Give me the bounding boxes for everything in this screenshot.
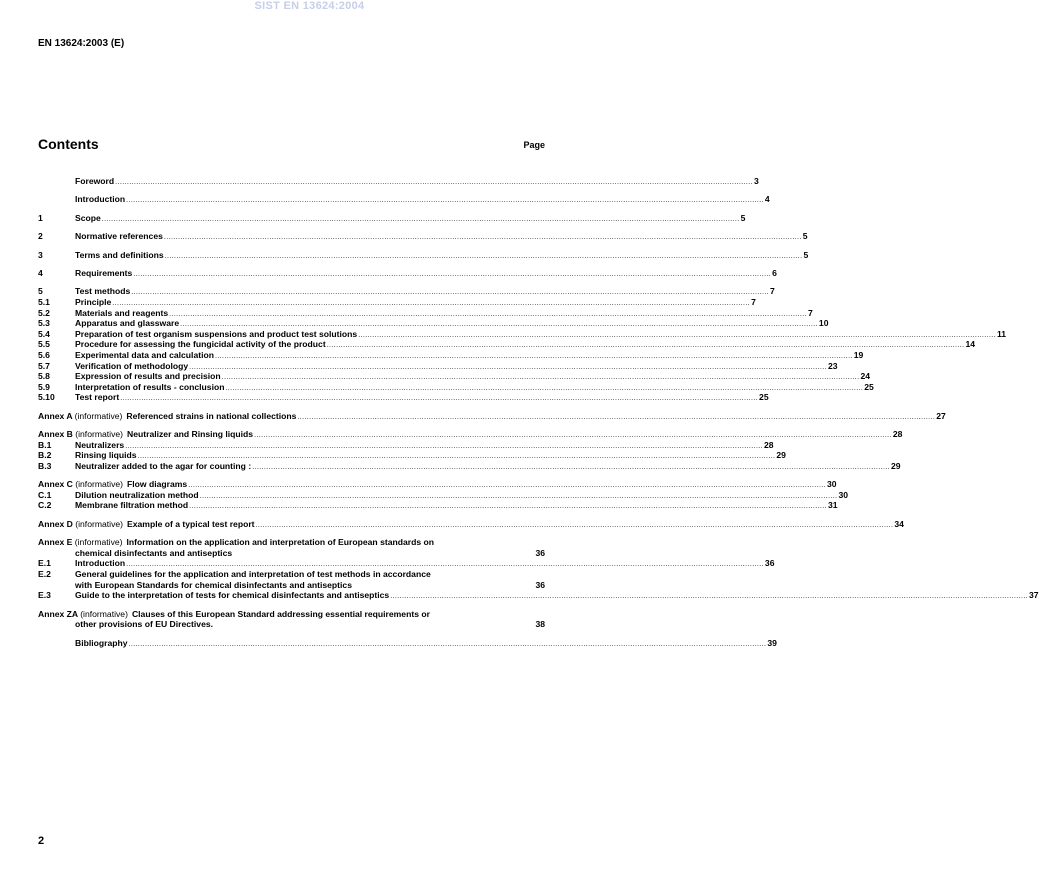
toc-dot-leader — [390, 592, 1028, 603]
toc-section-title: Introduction — [75, 558, 126, 569]
toc-page-number: 29 — [890, 460, 901, 471]
toc-section-title: Example of a typical test report — [127, 518, 255, 529]
toc-page-number: 19 — [853, 349, 864, 360]
toc-page-number: 36 — [535, 579, 545, 590]
toc-annex-id: Annex E — [38, 537, 73, 548]
toc-page-number: 14 — [965, 339, 976, 350]
toc-dot-leader — [169, 310, 807, 321]
toc-entry[interactable] — [38, 609, 545, 620]
toc-section-number: 5.3 — [38, 318, 50, 329]
toc-entry[interactable] — [38, 349, 864, 361]
toc-dot-leader — [133, 270, 771, 281]
toc-entry[interactable] — [38, 460, 901, 472]
toc-section-number: E.2 — [38, 568, 51, 579]
page-number: 2 — [38, 835, 45, 847]
toc-annex-id: Annex A — [38, 410, 73, 421]
toc-entry[interactable] — [38, 537, 545, 548]
toc-section-title: Flow diagrams — [127, 479, 188, 490]
toc-section-number: 5.4 — [38, 328, 50, 339]
toc-page-number: 30 — [838, 489, 849, 500]
toc-entry[interactable] — [38, 318, 829, 329]
toc-page-number: 31 — [827, 500, 838, 511]
toc-section-title: Neutralizers — [75, 439, 125, 450]
toc-dot-leader — [215, 352, 853, 363]
toc-annex-label — [38, 519, 123, 530]
watermark: SIST EN 13624:2004 — [254, 0, 365, 12]
toc-section-title: other provisions of EU Directives. — [75, 619, 214, 630]
toc-dot-leader — [126, 196, 764, 207]
toc-section-number: 5.9 — [38, 381, 50, 392]
toc-page-number: 5 — [803, 249, 809, 260]
toc-section-number: 5 — [38, 286, 43, 297]
toc-page-number: 6 — [772, 267, 777, 278]
toc-annex-id: Annex B — [38, 429, 73, 440]
document-id: EN 13624:2003 (E) — [38, 38, 125, 49]
toc-page-number: 28 — [764, 439, 774, 450]
toc-dot-leader — [165, 252, 803, 263]
toc-entry[interactable] — [38, 296, 756, 308]
toc-section-number: 5.2 — [38, 307, 50, 318]
toc-annex-label — [38, 429, 123, 440]
toc-section-number: 5.10 — [38, 392, 55, 403]
toc-annex-id: Annex D — [38, 518, 73, 529]
toc-entry[interactable] — [38, 439, 774, 451]
toc-section-number: E.1 — [38, 558, 51, 569]
toc-dot-leader — [297, 413, 935, 424]
toc-section-number: 3 — [38, 249, 43, 260]
toc-annex-type: (informative) — [80, 608, 128, 619]
toc-section-title: Foreword — [75, 176, 115, 186]
toc-section-number: 5.6 — [38, 349, 50, 360]
toc-annex-type: (informative) — [74, 410, 123, 421]
toc-section-title: Bibliography — [75, 637, 128, 648]
toc-section-title: Requirements — [75, 267, 133, 278]
toc-entry[interactable] — [38, 307, 813, 319]
toc-page-number: 4 — [764, 194, 770, 205]
toc-entry[interactable] — [38, 267, 777, 279]
toc-page-number: 3 — [753, 176, 759, 186]
toc-section-number: C.2 — [38, 500, 52, 511]
toc-section-title: Terms and definitions — [75, 249, 164, 260]
toc-annex-type: (informative) — [75, 518, 124, 529]
toc-entry[interactable] — [38, 231, 808, 242]
toc-annex-type: (informative) — [75, 429, 124, 440]
toc-entry[interactable] — [38, 286, 775, 297]
toc-page-number: 5 — [740, 212, 746, 223]
toc-page-number: 7 — [751, 296, 756, 307]
toc-dot-leader — [131, 288, 769, 299]
toc-entry[interactable] — [38, 371, 871, 382]
toc-dot-leader — [112, 299, 750, 310]
toc-dot-leader — [125, 442, 763, 453]
toc-dot-leader — [164, 233, 802, 244]
toc-annex-id: Annex C — [38, 479, 73, 490]
toc-annex-label — [38, 411, 122, 422]
toc-page-number: 24 — [860, 371, 871, 382]
toc-section-title: Test methods — [75, 286, 131, 297]
toc-dot-leader — [189, 363, 827, 374]
toc-entry[interactable] — [38, 360, 838, 372]
toc-section-title: Procedure for assessing the fungicidal activity of the product — [75, 339, 326, 350]
toc-section-title: Neutralizer added to the agar for counting : — [75, 460, 252, 471]
toc-section-title: General guidelines for the application and interpretation of test methods in accordance — [75, 568, 431, 579]
toc-dot-leader — [254, 431, 892, 442]
toc-entry[interactable] — [38, 489, 849, 501]
toc-entry[interactable] — [38, 518, 904, 530]
toc-section-title: Scope — [75, 212, 101, 223]
toc-page-number: 11 — [997, 328, 1007, 339]
page-column-label: Page — [523, 140, 545, 150]
toc-section-title: Neutralizer and Rinsing liquids — [127, 429, 254, 440]
toc-section-title: Preparation of test organism suspensions and product test solutions — [75, 328, 358, 339]
toc-dot-leader — [188, 481, 826, 492]
toc-page-number: 28 — [892, 429, 903, 440]
toc-page-number: 38 — [535, 619, 545, 630]
toc-entry[interactable] — [38, 619, 545, 630]
toc-page-number: 23 — [827, 360, 838, 371]
toc-dot-leader — [200, 492, 838, 503]
toc-section-title: Rinsing liquids — [75, 450, 137, 461]
toc-entry[interactable] — [38, 558, 775, 569]
toc-entry[interactable] — [38, 212, 746, 224]
contents-heading: Contents — [38, 136, 99, 152]
toc-section-title: Membrane filtration method — [75, 500, 189, 511]
toc-section-number: 5.1 — [38, 296, 50, 307]
toc-entry[interactable] — [38, 500, 838, 511]
toc-entry[interactable] — [38, 580, 545, 591]
toc-section-title: Introduction — [75, 194, 126, 205]
toc-section-number: 2 — [38, 231, 43, 242]
toc-page-number: 25 — [864, 381, 874, 392]
toc-section-title: Experimental data and calculation — [75, 349, 214, 360]
toc-dot-leader — [256, 521, 894, 532]
toc-section-number: B.1 — [38, 439, 52, 450]
toc-section-title: Materials and reagents — [75, 307, 169, 318]
toc-dot-leader — [327, 341, 965, 352]
toc-section-number: B.2 — [38, 450, 52, 461]
toc-section-title: Information on the application and interpretation of European standards on — [126, 537, 435, 548]
toc-dot-leader — [102, 215, 740, 226]
toc-dot-leader — [189, 502, 827, 513]
toc-dot-leader — [120, 394, 758, 405]
toc-section-number: E.3 — [38, 590, 51, 601]
toc-entry[interactable] — [38, 176, 759, 187]
toc-section-title: Clauses of this European Standard addressing essential requirements or — [131, 608, 430, 619]
toc-entry[interactable] — [38, 410, 946, 422]
toc-entry[interactable] — [38, 590, 1039, 601]
toc-entry[interactable] — [38, 194, 770, 205]
toc-entry[interactable] — [38, 381, 874, 393]
toc-section-title: with European Standards for chemical disinfectants and antiseptics — [75, 579, 352, 590]
toc-section-title: chemical disinfectants and antiseptics — [75, 547, 233, 558]
toc-annex-id: Annex ZA — [38, 608, 78, 619]
toc-page-number: 37 — [1029, 590, 1039, 601]
toc-page-number: 27 — [936, 410, 946, 421]
toc-section-number: 5.7 — [38, 360, 50, 371]
toc-page-number: 29 — [776, 450, 786, 461]
table-of-contents — [38, 176, 1039, 648]
toc-section-number: 1 — [38, 212, 43, 223]
toc-annex-label — [38, 479, 123, 490]
toc-page-number: 7 — [770, 286, 775, 297]
toc-page-number: 39 — [767, 637, 777, 648]
toc-entry[interactable] — [38, 429, 903, 440]
toc-annex-label — [38, 537, 123, 548]
toc-entry[interactable] — [38, 392, 769, 403]
toc-entry[interactable] — [38, 479, 837, 490]
toc-entry[interactable] — [38, 637, 777, 649]
toc-dot-leader — [115, 178, 753, 189]
toc-section-title: Guide to the interpretation of tests for chemical disinfectants and antiseptics — [75, 590, 390, 601]
toc-annex-label — [38, 609, 128, 620]
toc-page-number: 25 — [759, 392, 769, 403]
toc-section-number: C.1 — [38, 489, 52, 500]
toc-dot-leader — [129, 640, 767, 651]
toc-section-number: 5.8 — [38, 371, 50, 382]
toc-entry[interactable] — [38, 339, 976, 350]
toc-entry[interactable] — [38, 249, 809, 261]
toc-entry[interactable] — [38, 450, 786, 461]
toc-page-number: 5 — [802, 231, 808, 242]
toc-page-number: 10 — [818, 318, 829, 329]
toc-page-number: 7 — [807, 307, 813, 318]
toc-page-number: 36 — [535, 547, 545, 558]
toc-section-number: B.3 — [38, 460, 52, 471]
toc-page-number: 30 — [826, 479, 837, 490]
toc-section-title: Principle — [75, 296, 112, 307]
toc-section-title: Interpretation of results - conclusion — [75, 381, 225, 392]
toc-dot-leader — [222, 373, 860, 384]
toc-entry[interactable] — [38, 328, 1007, 340]
toc-section-title: Dilution neutralization method — [75, 489, 199, 500]
toc-dot-leader — [252, 463, 890, 474]
toc-dot-leader — [358, 331, 996, 342]
toc-section-number: 5.5 — [38, 339, 50, 350]
toc-annex-type: (informative) — [74, 537, 123, 548]
toc-section-title: Normative references — [75, 231, 163, 242]
toc-page-number: 36 — [764, 558, 775, 569]
toc-section-title: Expression of results and precision — [75, 371, 221, 382]
toc-section-title: Apparatus and glassware — [75, 318, 180, 329]
toc-section-number: 4 — [38, 267, 43, 278]
toc-section-title: Referenced strains in national collections — [126, 410, 297, 421]
toc-entry[interactable] — [38, 548, 545, 559]
toc-section-title: Test report — [75, 392, 120, 403]
toc-annex-type: (informative) — [75, 479, 124, 490]
toc-section-title: Verification of methodology — [75, 360, 189, 371]
toc-page-number: 34 — [894, 518, 904, 529]
